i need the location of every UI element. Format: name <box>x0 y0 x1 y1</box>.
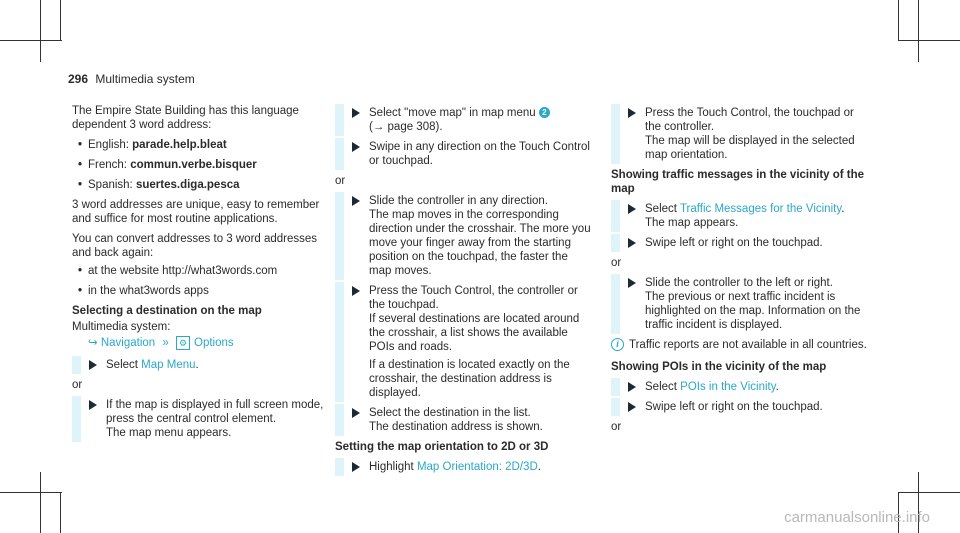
instruction-step: Press the Touch Control, the touchpad or the controller. The map will be displayed in the selected map orientation. <box>611 106 871 162</box>
instruction-step: Select Traffic Messages for the Vicinity. The map appears. <box>611 202 871 230</box>
section-heading: Showing POIs in the vicinity of the map <box>611 361 827 373</box>
crop-mark <box>0 40 62 41</box>
nav-arrow-icon: ↪ <box>88 337 98 350</box>
instruction-step: Press the Touch Control, the controller or the touchpad. If several destinations are located around the crosshair, a list shows the available POIs and roads. If a destination is located exactly on the crosshair, the destination address is displayed. <box>335 284 593 400</box>
list-item: • English: parade.help.bleat <box>72 138 328 152</box>
crop-mark <box>40 0 41 62</box>
step-arrow-icon <box>89 400 97 410</box>
list-item: • Spanish: suertes.diga.pesca <box>72 178 328 192</box>
step-arrow-icon <box>628 402 636 412</box>
instruction-step: Select POIs in the Vicinity. <box>611 380 871 394</box>
nav-options: Options <box>194 337 234 350</box>
instruction-step: Swipe left or right on the touchpad. <box>611 400 871 414</box>
section-heading: Showing traffic messages in the vicinity of the map <box>611 169 865 195</box>
watermark: carmanualsonline.info <box>784 509 930 526</box>
step-arrow-icon <box>352 108 360 118</box>
paragraph: 3 word addresses are unique, easy to remember and suffice for most routine applications. <box>72 199 320 225</box>
instruction-step: Select Map Menu. <box>72 358 328 372</box>
double-chevron-icon: » <box>162 337 169 350</box>
nav-path <box>72 336 328 350</box>
instruction-step: If the map is displayed in full screen mode, press the central control element. The map menu appears. <box>72 398 328 440</box>
step-arrow-icon <box>628 278 636 288</box>
list-item: • in the what3words apps <box>72 284 328 298</box>
crop-mark <box>60 0 61 40</box>
step-arrow-icon <box>352 408 360 418</box>
crop-mark <box>898 0 899 40</box>
step-arrow-icon <box>628 204 636 214</box>
step-arrow-icon <box>89 360 97 370</box>
instruction-step: Swipe in any direction on the Touch Control or touchpad. <box>335 140 593 168</box>
paragraph: You can convert addresses to 3 word addresses and back again: <box>72 233 318 259</box>
section-heading: Setting the map orientation to 2D or 3D <box>335 441 549 453</box>
step-arrow-icon <box>352 196 360 206</box>
crop-mark <box>60 492 61 533</box>
or-text: or <box>335 175 346 187</box>
crop-mark <box>898 40 960 41</box>
section-heading: Selecting a destination on the map <box>72 305 262 317</box>
instruction-step: Slide the controller to the left or right. The previous or next traffic incident is highlighted on the map. Information on the traffic incident is displayed. <box>611 276 871 332</box>
step-arrow-icon <box>628 382 636 392</box>
crop-mark <box>40 472 41 533</box>
page-number: 296 <box>68 72 89 86</box>
instruction-step: Slide the controller in any direction. The map moves in the corresponding direction under the crosshair. The more you move your finger away from the starting position on the touchpad, the faster the map moves. <box>335 194 593 278</box>
step-arrow-icon <box>352 142 360 152</box>
or-text: or <box>611 257 622 269</box>
settings-icon: ⚙ <box>176 336 190 350</box>
instruction-step: Select "move map" in map menu 2 (→ page 308). <box>335 106 593 134</box>
step-arrow-icon <box>628 238 636 248</box>
system-line: Multimedia system: <box>72 321 171 333</box>
instruction-step: Highlight Map Orientation: 2D/3D. <box>335 460 593 474</box>
menu-link: Traffic Messages for the Vicinity <box>679 203 842 215</box>
column-3 <box>611 104 871 440</box>
intro-text: The Empire State Building has this language dependent 3 word address: <box>72 105 299 131</box>
step-arrow-icon <box>352 462 360 472</box>
step-arrow-icon <box>352 286 360 296</box>
page-header <box>68 72 195 86</box>
or-text: or <box>611 421 622 433</box>
menu-link: Map Orientation: 2D/3D <box>416 461 538 473</box>
callout-badge: 2 <box>539 107 550 118</box>
nav-navigation: Navigation <box>100 337 156 350</box>
column-1 <box>72 104 328 446</box>
list-item: • at the website http://what3words.com <box>72 264 328 278</box>
menu-link: POIs in the Vicinity <box>680 381 776 393</box>
step-arrow-icon <box>628 108 636 118</box>
menu-link: Map Menu <box>141 359 196 372</box>
section-title: Multimedia system <box>95 72 195 86</box>
instruction-step: Select the destination in the list. The destination address is shown. <box>335 406 593 434</box>
crop-mark <box>898 492 960 493</box>
list-item: • French: commun.verbe.bisquer <box>72 158 328 172</box>
crop-mark <box>918 0 919 62</box>
info-note: i Traffic reports are not available in all countries. <box>611 338 871 352</box>
column-2 <box>335 104 593 480</box>
instruction-step: Swipe left or right on the touchpad. <box>611 236 871 250</box>
or-text: or <box>72 379 83 392</box>
crop-mark <box>0 492 62 493</box>
info-icon: i <box>611 338 624 351</box>
